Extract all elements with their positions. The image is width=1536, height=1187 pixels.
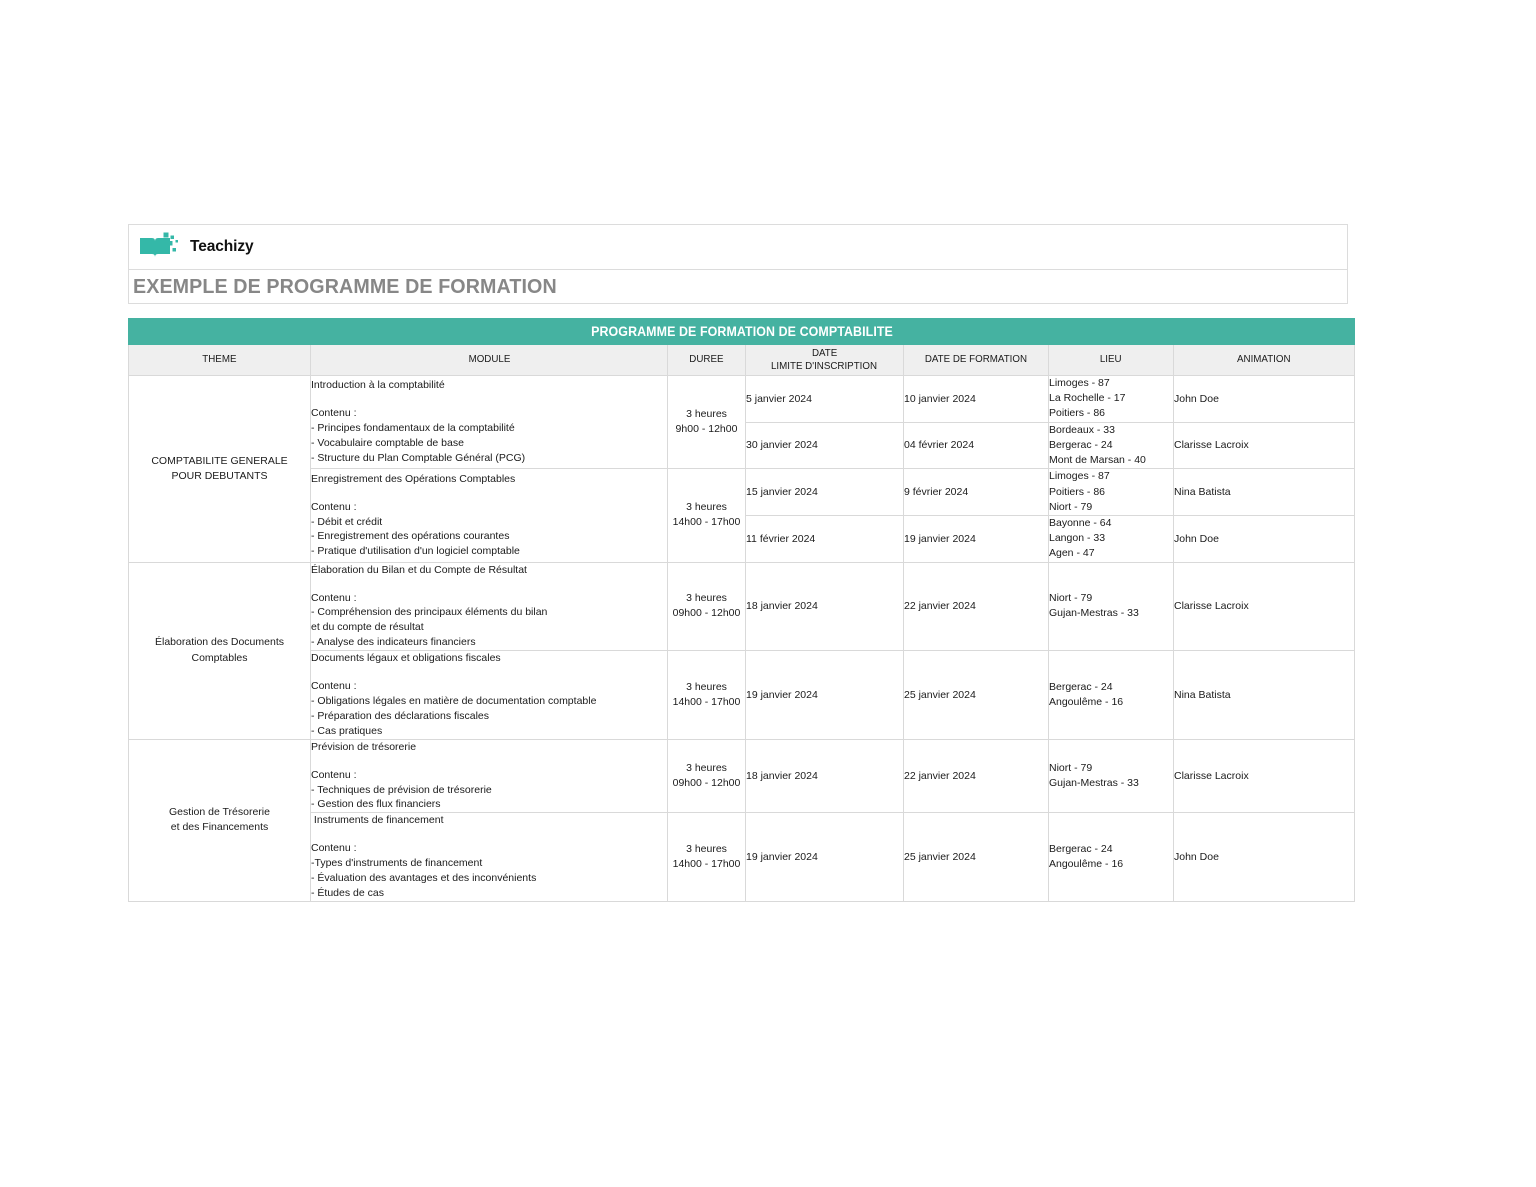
module-title: Documents légaux et obligations fiscales bbox=[311, 652, 501, 665]
cell-animation: Clarisse Lacroix bbox=[1174, 562, 1355, 651]
cell-date-formation: 25 janvier 2024 bbox=[904, 813, 1049, 902]
module-contenu-label: Contenu : bbox=[311, 500, 357, 513]
duree-hours: 3 heures bbox=[686, 407, 727, 420]
lieu-entry: La Rochelle - 17 bbox=[1049, 392, 1126, 405]
column-header-date-formation bbox=[904, 345, 1049, 376]
cell-lieu bbox=[1049, 739, 1174, 813]
brand-name: Teachizy bbox=[190, 238, 254, 255]
module-bullet: - Évaluation des avantages et des inconvénients bbox=[311, 872, 537, 885]
lieu-entry: Bayonne - 64 bbox=[1049, 516, 1112, 529]
lieu-entry: Niort - 79 bbox=[1049, 761, 1093, 774]
cell-theme bbox=[129, 739, 311, 901]
table-row bbox=[129, 376, 1355, 423]
lieu-entry: Gujan-Mestras - 33 bbox=[1049, 607, 1139, 620]
lieu-entry: Bordeaux - 33 bbox=[1049, 423, 1115, 436]
cell-date-limite: 19 janvier 2024 bbox=[746, 651, 904, 740]
module-title: Introduction à la comptabilité bbox=[311, 379, 445, 392]
module-bullet: - Techniques de prévision de trésorerie bbox=[311, 783, 492, 796]
cell-duree bbox=[668, 562, 746, 651]
cell-date-limite: 19 janvier 2024 bbox=[746, 813, 904, 902]
module-bullet: - Analyse des indicateurs financiers bbox=[311, 636, 476, 649]
module-bullet: - Préparation des déclarations fiscales bbox=[311, 709, 490, 722]
duree-hours: 3 heures bbox=[686, 680, 727, 693]
module-contenu-label: Contenu : bbox=[311, 842, 357, 855]
module-bullet: - Débit et crédit bbox=[311, 515, 383, 528]
duree-range: 14h00 - 17h00 bbox=[672, 858, 741, 871]
module-bullet: et du compte de résultat bbox=[311, 621, 424, 634]
module-bullet: -Types d'instruments de financement bbox=[311, 857, 483, 870]
column-header-date-limite-line1: DATE bbox=[811, 346, 838, 359]
table-banner bbox=[129, 319, 1355, 345]
cell-animation: Clarisse Lacroix bbox=[1174, 739, 1355, 813]
module-contenu-label: Contenu : bbox=[311, 768, 357, 781]
cell-lieu bbox=[1049, 651, 1174, 740]
column-header-theme bbox=[129, 345, 311, 376]
cell-date-formation: 04 février 2024 bbox=[904, 422, 1049, 469]
table-banner-row bbox=[129, 319, 1355, 345]
cell-duree bbox=[668, 376, 746, 469]
cell-theme bbox=[129, 562, 311, 739]
cell-date-limite: 15 janvier 2024 bbox=[746, 469, 904, 516]
module-contenu-label: Contenu : bbox=[311, 407, 357, 420]
module-bullet: - Obligations légales en matière de documentation comptable bbox=[311, 694, 597, 707]
module-title: Enregistrement des Opérations Comptables bbox=[311, 472, 516, 485]
theme-line-2: Comptables bbox=[191, 651, 248, 664]
lieu-entry: Poitiers - 86 bbox=[1049, 485, 1106, 498]
lieu-entry: Gujan-Mestras - 33 bbox=[1049, 777, 1139, 789]
module-bullet: - Cas pratiques bbox=[311, 724, 383, 737]
duree-range: 14h00 - 17h00 bbox=[672, 516, 741, 529]
cell-date-limite: 11 février 2024 bbox=[746, 515, 904, 562]
theme-line-1: Gestion de Trésorerie bbox=[169, 806, 270, 819]
cell-module bbox=[311, 562, 668, 651]
cell-animation: John Doe bbox=[1174, 813, 1355, 902]
table-row bbox=[129, 469, 1355, 516]
column-header-animation-label: ANIMATION bbox=[1237, 353, 1291, 366]
module-bullet: - Études de cas bbox=[311, 886, 384, 899]
module-bullet: - Gestion des flux financiers bbox=[311, 798, 441, 811]
cell-duree bbox=[668, 813, 746, 902]
lieu-entry: Mont de Marsan - 40 bbox=[1049, 454, 1146, 467]
cell-date-formation: 25 janvier 2024 bbox=[904, 651, 1049, 740]
table-row bbox=[129, 562, 1355, 651]
cell-date-formation: 22 janvier 2024 bbox=[904, 562, 1049, 651]
lieu-entry: Bergerac - 24 bbox=[1049, 438, 1113, 451]
lieu-entry: Agen - 47 bbox=[1049, 547, 1095, 560]
table-row bbox=[129, 739, 1355, 813]
lieu-entry: Angoulême - 16 bbox=[1049, 695, 1124, 708]
module-contenu-label: Contenu : bbox=[311, 591, 357, 604]
cell-module bbox=[311, 651, 668, 740]
cell-duree bbox=[668, 469, 746, 562]
cell-lieu bbox=[1049, 376, 1174, 423]
program-table-wrapper bbox=[128, 318, 1354, 902]
cell-date-formation: 19 janvier 2024 bbox=[904, 515, 1049, 562]
column-header-date-limite bbox=[746, 345, 904, 376]
theme-line-1: COMPTABILITE GENERALE bbox=[151, 454, 288, 467]
cell-date-formation: 10 janvier 2024 bbox=[904, 376, 1049, 423]
cell-lieu bbox=[1049, 469, 1174, 516]
table-row bbox=[129, 813, 1355, 902]
column-header-module bbox=[311, 345, 668, 376]
column-header-date-limite-line2: LIMITE D'INSCRIPTION bbox=[771, 360, 878, 372]
cell-date-limite: 18 janvier 2024 bbox=[746, 562, 904, 651]
program-table-body bbox=[129, 376, 1355, 902]
table-header-row bbox=[129, 345, 1355, 376]
duree-hours: 3 heures bbox=[686, 501, 727, 514]
cell-animation: Nina Batista bbox=[1174, 651, 1355, 740]
lieu-entry: Bergerac - 24 bbox=[1049, 680, 1113, 693]
cell-animation: Nina Batista bbox=[1174, 469, 1355, 516]
column-header-lieu bbox=[1049, 345, 1174, 376]
column-header-date-formation-label: DATE DE FORMATION bbox=[924, 353, 1028, 366]
module-title: Instruments de financement bbox=[311, 814, 444, 827]
duree-range: 09h00 - 12h00 bbox=[672, 607, 741, 620]
column-header-duree-label: DUREE bbox=[689, 353, 724, 366]
lieu-entry: Limoges - 87 bbox=[1049, 377, 1110, 389]
cell-date-limite: 30 janvier 2024 bbox=[746, 422, 904, 469]
module-bullet: - Vocabulaire comptable de base bbox=[311, 437, 464, 450]
module-bullet: - Principes fondamentaux de la comptabilité bbox=[311, 422, 515, 435]
module-title: Élaboration du Bilan et du Compte de Résultat bbox=[311, 563, 527, 576]
cell-lieu bbox=[1049, 515, 1174, 562]
cell-date-limite: 18 janvier 2024 bbox=[746, 739, 904, 813]
module-bullet: - Pratique d'utilisation d'un logiciel comptable bbox=[311, 545, 520, 558]
module-contenu-label: Contenu : bbox=[311, 680, 357, 693]
lieu-entry: Poitiers - 86 bbox=[1049, 407, 1106, 420]
brand-header bbox=[128, 224, 1348, 270]
column-header-lieu-label: LIEU bbox=[1100, 353, 1122, 366]
cell-date-limite: 5 janvier 2024 bbox=[746, 376, 904, 423]
module-title: Prévision de trésorerie bbox=[311, 740, 417, 753]
cell-lieu bbox=[1049, 422, 1174, 469]
cell-date-formation: 22 janvier 2024 bbox=[904, 739, 1049, 813]
lieu-entry: Niort - 79 bbox=[1049, 592, 1093, 605]
module-bullet: - Compréhension des principaux éléments du bilan bbox=[311, 606, 548, 619]
theme-line-2: et des Financements bbox=[170, 821, 269, 834]
module-bullet: - Structure du Plan Comptable Général (PCG) bbox=[311, 452, 526, 465]
cell-duree bbox=[668, 651, 746, 740]
column-header-module-label: MODULE bbox=[468, 353, 510, 366]
cell-theme bbox=[129, 376, 311, 563]
theme-line-2: POUR DEBUTANTS bbox=[171, 469, 268, 482]
document-page bbox=[128, 224, 1354, 902]
column-header-theme-label: THEME bbox=[202, 353, 237, 366]
module-bullet: - Enregistrement des opérations courantes bbox=[311, 530, 510, 543]
cell-lieu bbox=[1049, 562, 1174, 651]
table-row bbox=[129, 651, 1355, 740]
page-title-bar bbox=[128, 270, 1348, 304]
duree-range: 9h00 - 12h00 bbox=[675, 423, 738, 436]
lieu-entry: Langon - 33 bbox=[1049, 532, 1106, 545]
theme-line-1: Élaboration des Documents bbox=[155, 636, 284, 649]
program-table bbox=[128, 318, 1355, 902]
lieu-entry: Limoges - 87 bbox=[1049, 470, 1110, 483]
cell-module bbox=[311, 469, 668, 562]
page-title: EXEMPLE DE PROGRAMME DE FORMATION bbox=[133, 274, 557, 298]
duree-range: 14h00 - 17h00 bbox=[672, 695, 741, 708]
duree-hours: 3 heures bbox=[686, 761, 727, 774]
teachizy-book-logo-icon bbox=[139, 232, 183, 262]
cell-date-formation: 9 février 2024 bbox=[904, 469, 1049, 516]
duree-hours: 3 heures bbox=[686, 842, 727, 855]
cell-animation: John Doe bbox=[1174, 376, 1355, 423]
lieu-entry: Bergerac - 24 bbox=[1049, 842, 1113, 855]
cell-animation: John Doe bbox=[1174, 515, 1355, 562]
duree-hours: 3 heures bbox=[686, 592, 727, 605]
column-header-duree bbox=[668, 345, 746, 376]
lieu-entry: Niort - 79 bbox=[1049, 500, 1093, 513]
lieu-entry: Angoulême - 16 bbox=[1049, 858, 1124, 871]
column-header-animation bbox=[1174, 345, 1355, 376]
cell-module bbox=[311, 813, 668, 902]
cell-animation: Clarisse Lacroix bbox=[1174, 422, 1355, 469]
cell-module bbox=[311, 739, 668, 813]
cell-duree bbox=[668, 739, 746, 813]
duree-range: 09h00 - 12h00 bbox=[672, 777, 741, 789]
cell-lieu bbox=[1049, 813, 1174, 902]
table-banner-text: PROGRAMME DE FORMATION DE COMPTABILITE bbox=[590, 324, 893, 339]
cell-module bbox=[311, 376, 668, 469]
